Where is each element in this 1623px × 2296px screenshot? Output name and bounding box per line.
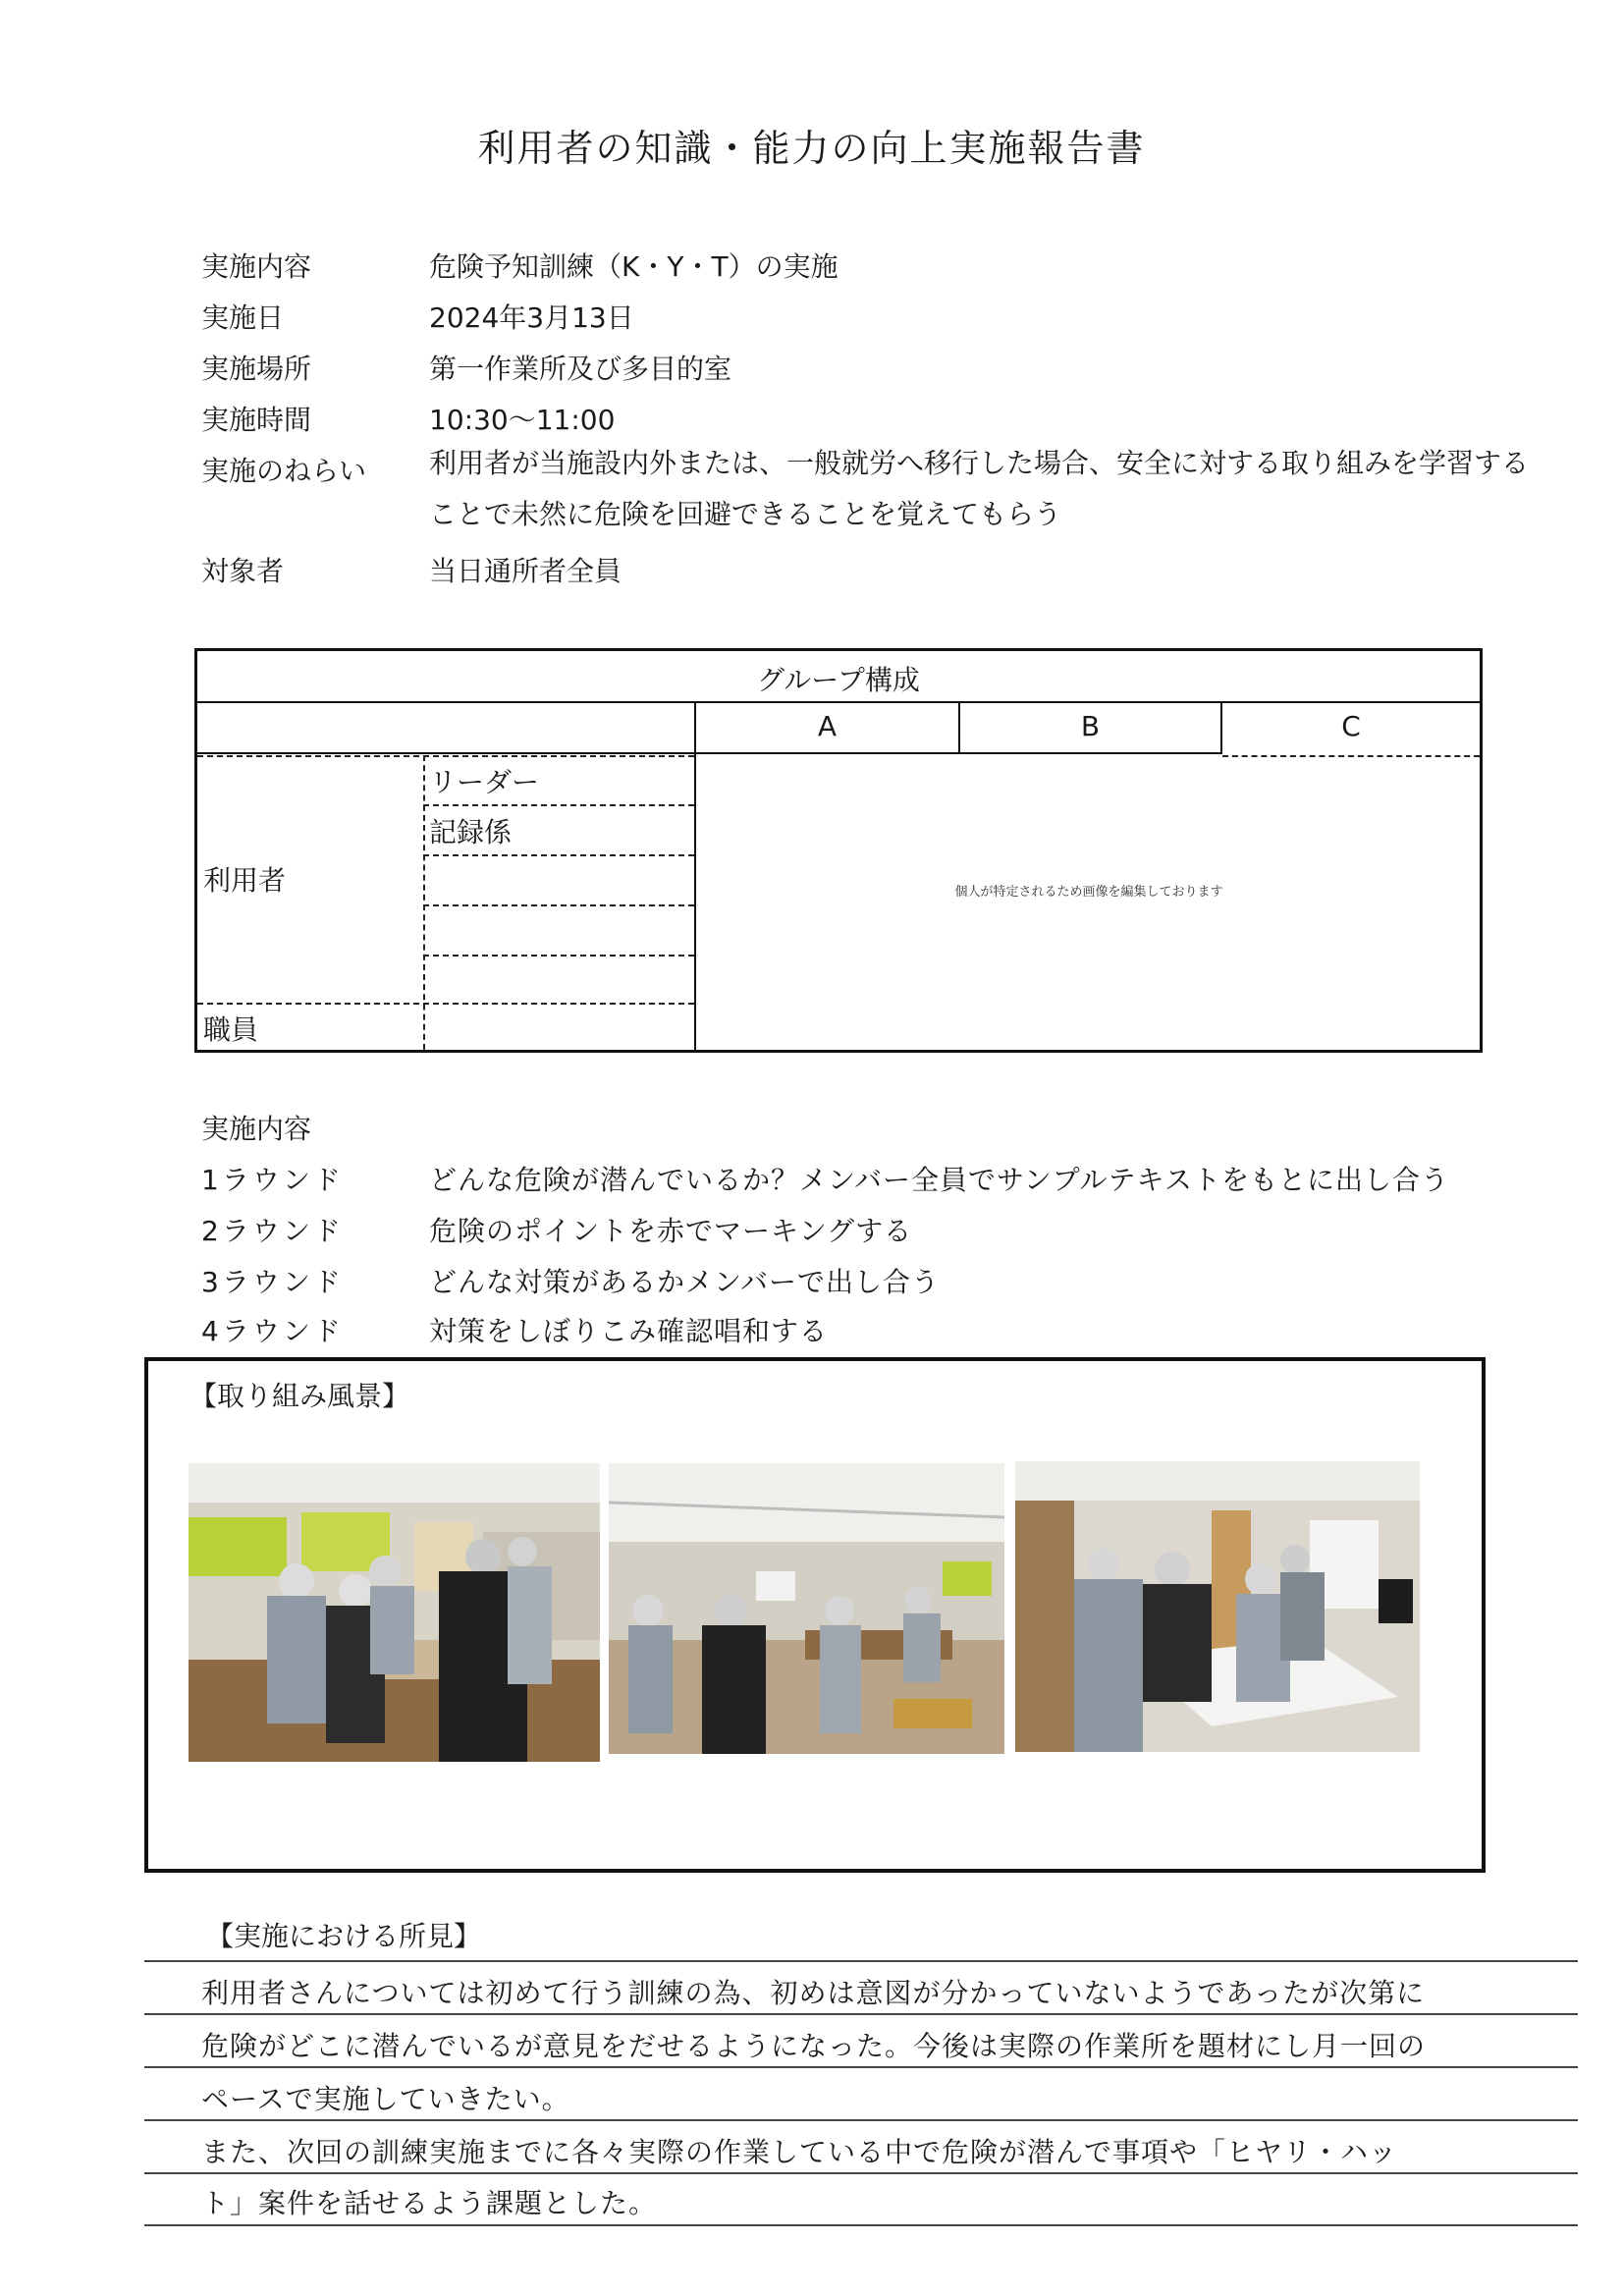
activity-photo-3: [1015, 1461, 1420, 1752]
findings-line-5: ト」案件を話せるよう課題とした。: [201, 2187, 658, 2219]
info-value-place: 第一作業所及び多目的室: [429, 353, 732, 385]
redaction-note: 個人が特定されるため画像を編集しております: [954, 885, 1223, 900]
row-users: 利用者: [203, 864, 287, 897]
activity-photo-1: [189, 1463, 600, 1762]
column-a: A: [817, 710, 838, 742]
info-label-place: 実施場所: [201, 353, 312, 385]
findings-line-1: 利用者さんについては初めて行う訓練の為、初めは意図が分かっていないようであったが次第に: [201, 1977, 1426, 2009]
info-value-date: 2024年3月13日: [429, 301, 634, 334]
column-c: C: [1341, 710, 1361, 742]
activity-photo-2: [609, 1463, 1004, 1754]
group-table: [194, 648, 1483, 1053]
info-label-date: 実施日: [201, 301, 285, 334]
group-table-header: グループ構成: [757, 664, 920, 696]
info-label-content: 実施内容: [201, 250, 312, 283]
round-label-2: 2ラウンド: [201, 1215, 344, 1247]
column-b: B: [1080, 710, 1101, 742]
role-leader: リーダー: [429, 766, 540, 798]
round-text-1: どんな危険が潜んでいるか？メンバー全員でサンプルテキストをもとに出し合う: [429, 1164, 1449, 1196]
round-text-2: 危険のポイントを赤でマーキングする: [429, 1215, 913, 1247]
round-text-4: 対策をしぼりこみ確認唱和する: [429, 1315, 829, 1347]
findings-line-3: ペースで実施していきたい。: [201, 2083, 570, 2115]
info-value-time: 10:30～11:00: [429, 404, 616, 436]
findings-line-4: また、次回の訓練実施までに各々実際の作業している中で危険が潜んで事項や「ヒヤリ・ハッ: [201, 2136, 1398, 2168]
round-label-3: 3ラウンド: [201, 1266, 344, 1298]
info-label-time: 実施時間: [201, 404, 312, 436]
findings-line-2: 危険がどこに潜んでいるが意見をだせるようになった。今後は実際の作業所を題材にし月一回の: [201, 2030, 1427, 2062]
row-staff: 職員: [203, 1013, 259, 1046]
page-title: 利用者の知識・能力の向上実施報告書: [477, 127, 1146, 170]
role-recorder: 記録係: [429, 816, 513, 848]
findings-heading: 【実施における所見】: [206, 1920, 482, 1952]
rounds-heading: 実施内容: [201, 1113, 312, 1145]
info-value-content: 危険予知訓練（K・Y・T）の実施: [429, 250, 839, 283]
photos-heading: 【取り組み風景】: [189, 1380, 410, 1412]
info-label-target: 対象者: [201, 555, 285, 587]
round-label-1: 1ラウンド: [201, 1164, 344, 1196]
info-label-aim: 実施のねらい: [201, 455, 367, 487]
round-text-3: どんな対策があるかメンバーで出し合う: [429, 1266, 941, 1298]
info-value-target: 当日通所者全員: [429, 555, 622, 587]
info-value-aim: 利用者が当施設内外または、一般就労へ移行した場合、安全に対する取り組みを学習することで未然に危険を回避できることを覚えてもらう: [429, 447, 1530, 530]
round-label-4: 4ラウンド: [201, 1315, 344, 1347]
photo-box: [144, 1357, 1486, 1873]
